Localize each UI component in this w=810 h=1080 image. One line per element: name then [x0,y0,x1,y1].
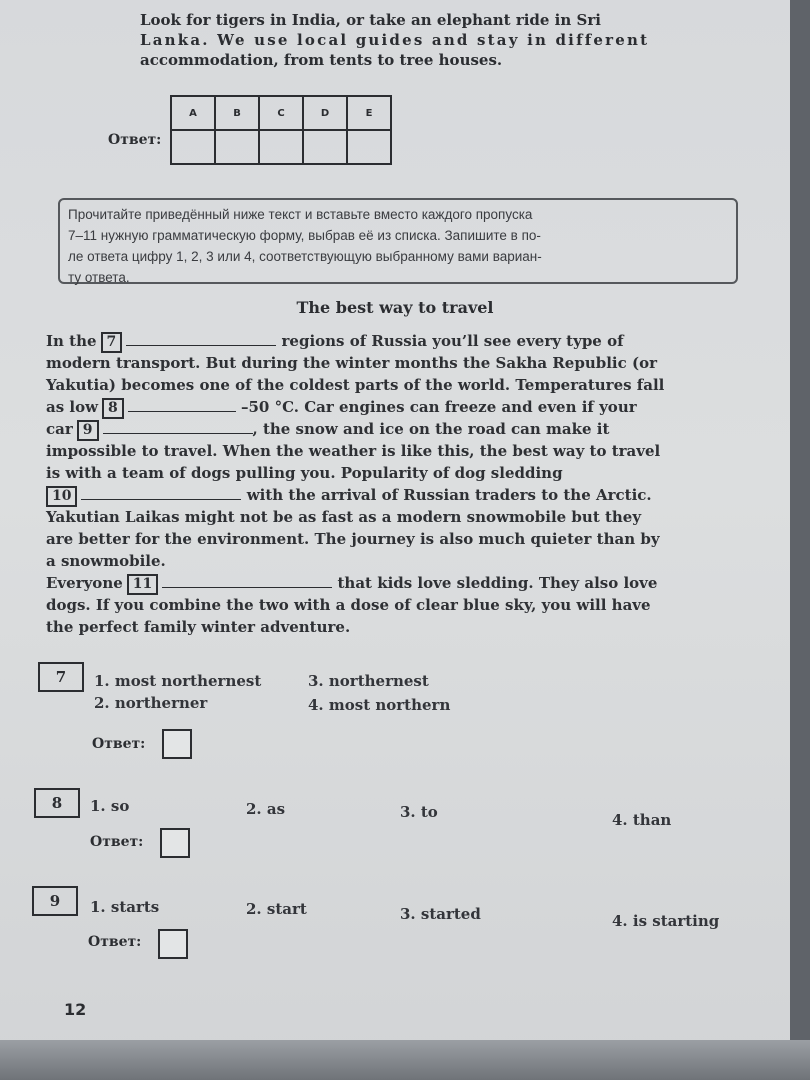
text-fragment: , the snow and ice on the road can make it [252,420,610,438]
text-fragment: In the [46,332,97,350]
option[interactable]: 4. most northern [308,696,451,714]
question-number-7: 7 [38,662,84,692]
text-line-8 [46,486,652,507]
gap-number-11: 11 [127,574,158,595]
grid-header-cell: D [303,96,347,130]
page-bottom-edge [0,1040,810,1080]
text-line-5 [46,420,609,441]
text-line-3: Yakutia) becomes one of the coldest parts of the world. Temperatures fall [46,376,665,394]
text-line-10: are better for the environment. The journey is also much quieter than by [46,530,660,548]
top-paragraph-line: accommodation, from tents to tree houses. [140,51,503,69]
gap-blank[interactable] [128,411,236,412]
gap-blank[interactable] [162,587,332,588]
answer-box[interactable] [162,729,192,759]
top-paragraph-line: Look for tigers in India, or take an elephant ride in Sri [140,11,601,29]
instruction-box [58,198,738,284]
option[interactable]: 4. is starting [612,912,720,930]
question-number-9: 9 [32,886,78,916]
text-line-1 [46,332,624,353]
text-line-12 [46,574,657,595]
grid-header-cell: A [171,96,215,130]
grid-answer-cell[interactable] [215,130,259,164]
text-line-6: impossible to travel. When the weather is like this, the best way to travel [46,442,661,460]
top-paragraph-line: Lanka. We use local guides and stay in different [140,31,650,49]
grid-header-cell: C [259,96,303,130]
gap-blank[interactable] [103,433,253,434]
option[interactable]: 2. start [246,900,307,918]
answer-grid-label: Ответ: [108,132,162,148]
answer-label: Ответ: [92,736,146,752]
grid-header-cell: E [347,96,391,130]
top-paragraph [140,10,720,70]
option[interactable]: 3. northernest [308,672,429,690]
text-title: The best way to travel [296,298,494,317]
text-fragment: –50 °C. Car engines can freeze and even if your [241,398,637,416]
instruction-line: 7–11 нужную грамматическую форму, выбрав её из списка. Запишите в по- [68,228,541,243]
answer-label: Ответ: [88,934,142,950]
text-line-2: modern transport. But during the winter months the Sakha Republic (or [46,354,657,372]
instruction-line: ле ответа цифру 1, 2, 3 или 4, соответствующую выбранному вами вариан- [68,249,542,264]
answer-box[interactable] [160,828,190,858]
option[interactable]: 2. northerner [94,694,208,712]
gap-number-7: 7 [101,332,123,353]
gap-number-9: 9 [77,420,99,441]
option[interactable]: 1. starts [90,898,160,916]
answer-grid-input-row [171,130,391,164]
grid-answer-cell[interactable] [171,130,215,164]
gap-blank[interactable] [126,345,276,346]
text-line-9: Yakutian Laikas might not be as fast as a modern snowmobile but they [46,508,642,526]
text-line-14: the perfect family winter adventure. [46,618,351,636]
text-line-4 [46,398,637,419]
grid-answer-cell[interactable] [259,130,303,164]
grid-header-cell: B [215,96,259,130]
text-fragment: Everyone [46,574,123,592]
text-line-13: dogs. If you combine the two with a dose of clear blue sky, you will have [46,596,651,614]
page-number: 12 [64,1000,87,1019]
gap-number-8: 8 [102,398,124,419]
option[interactable]: 3. to [400,803,438,821]
answer-grid-header-row [171,96,391,130]
answer-box[interactable] [158,929,188,959]
text-fragment: car [46,420,73,438]
question-number-8: 8 [34,788,80,818]
instruction-line: ту ответа. [68,270,130,285]
option[interactable]: 3. started [400,905,481,923]
grid-answer-cell[interactable] [347,130,391,164]
text-fragment: with the arrival of Russian traders to the Arctic. [246,486,652,504]
text-line-7: is with a team of dogs pulling you. Popularity of dog sledding [46,464,563,482]
grid-answer-cell[interactable] [303,130,347,164]
text-fragment: that kids love sledding. They also love [337,574,658,592]
option[interactable]: 4. than [612,811,672,829]
text-fragment: as low [46,398,99,416]
gap-blank[interactable] [81,499,241,500]
text-fragment: regions of Russia you’ll see every type of [281,332,624,350]
answer-label: Ответ: [90,834,144,850]
answer-grid [170,95,392,165]
option[interactable]: 1. so [90,797,130,815]
option[interactable]: 2. as [246,800,286,818]
option[interactable]: 1. most northernest [94,672,262,690]
text-line-11: a snowmobile. [46,552,166,570]
gap-number-10: 10 [46,486,77,507]
instruction-line: Прочитайте приведённый ниже текст и вставьте вместо каждого пропуска [68,207,533,222]
